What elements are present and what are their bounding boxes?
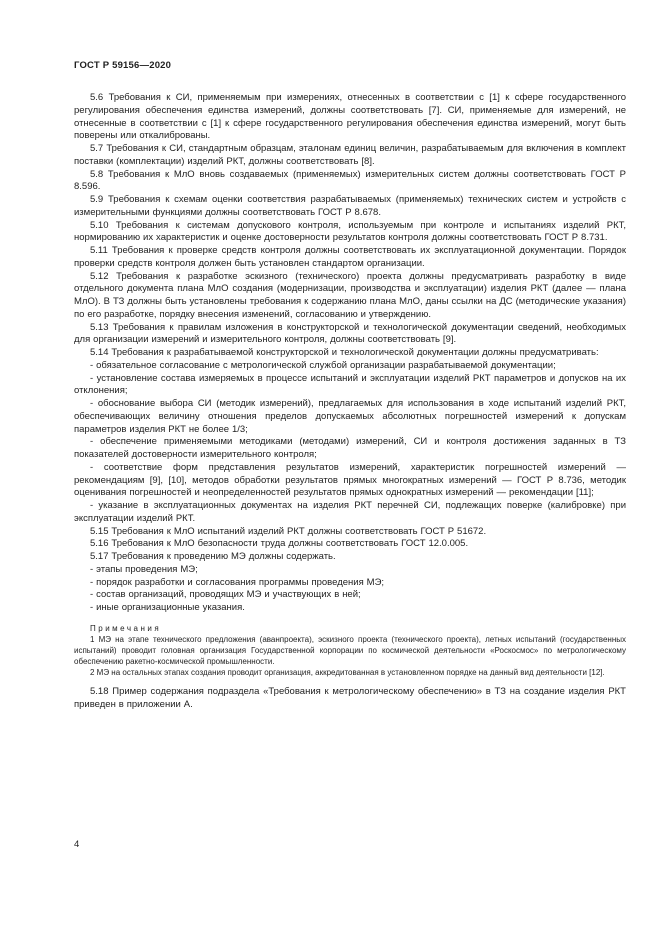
paragraph: - состав организаций, проводящих МЭ и участвующих в ней; [90, 589, 361, 601]
paragraph: - указание в эксплуатационных документах на изделия РКТ перечней СИ, подлежащих поверке (калибровке) при эксплуатации изделий РКТ. [74, 500, 626, 524]
document-content [74, 60, 626, 712]
paragraph: - установление состава измеряемых в процессе испытаний и эксплуатации изделий РКТ параметров и допусков на их отклонения; [74, 372, 626, 397]
paragraph: 5.9 Требования к схемам оценки соответствия разрабатываемых (применяемых) технических систем и устройств с измерительными функциями должны соответствовать ГОСТ Р 8.678. [74, 194, 626, 218]
paragraph: 5.7 Требования к СИ, стандартным образцам, эталонам единиц величин, разрабатываемым для включения в комплект поставки (комплектации) изделий РКТ, должны соответствовать [8]. [74, 143, 626, 167]
paragraph: - обязательное согласование с метрологической службой организации разрабатываемой документации; [90, 359, 556, 371]
paragraph: 5.17 Требования к проведению МЭ должны содержать. [90, 551, 336, 562]
paragraph: - соответствие форм представления результатов измерений, характеристик погрешностей измерений — рекомендациям [9], [10], методов обработки результатов прямых многократных измерений — ГОСТ Р 8.736, методик оценивания погрешностей и неопределенностей результатов прямых однократных измерений — рекомендации [11]; [74, 461, 626, 499]
paragraph: 5.11 Требования к проверке средств контроля должны соответствовать их эксплуатационной документации. Порядок проверки средств контроля должен быть установлен стандартом организации. [74, 245, 626, 269]
paragraph: - обеспечение применяемыми методиками (методами) измерений, СИ и контроля достижения заданных в ТЗ показателей достоверности измерительного контроля; [74, 436, 626, 460]
paragraph: 5.14 Требования к разрабатываемой конструкторской и технологической документации должны предусматривать: [90, 347, 599, 358]
paragraph: 5.8 Требования к МлО вновь создаваемых (применяемых) измерительных систем должны соответствовать ГОСТ Р 8.596. [74, 168, 626, 193]
paragraph: 5.13 Требования к правилам изложения в конструкторской и технологической документации сведений, необходимых для организации измерений и измерительного контроля, должны соответствовать [9]. [74, 321, 626, 346]
paragraph: - обоснование выбора СИ (методик измерений), предлагаемых для использования в ходе испытаний изделий РКТ, обеспечивающих величину отношения пределов допускаемых абсолютных погрешностей измерений к допускам параметров изделия РКТ не более 1/3; [74, 398, 626, 435]
paragraph: 5.6 Требования к СИ, применяемым при измерениях, отнесенных в соответствии с [1] к сфере государственного регулирования обеспечения единства измерений, должны соответствовать [7]. СИ, применяемые для измерений, не отнесенные в соответствии с [1] к сфере государственного регулирования обеспечения единства измерений, могут быть поверены или откалиброваны. [74, 92, 626, 142]
paragraph: - этапы проведения МЭ; [90, 563, 198, 575]
paragraph: 5.18 Пример содержания подраздела «Требования к метрологическому обеспечению» в ТЗ на создание изделия РКТ приведен в приложении А. [74, 686, 626, 711]
paragraph: 5.15 Требования к МлО испытаний изделий РКТ должны соответствовать ГОСТ Р 51672. [90, 525, 487, 537]
document-body [74, 92, 626, 712]
paragraph: 5.10 Требования к системам допускового контроля, используемым при контроле и испытаниях изделий РКТ, нормированию их характеристик и оценке достоверности результатов контроля должны соответствовать ГОСТ Р 8.731. [74, 219, 626, 244]
note-paragraph: 1 МЭ на этапе технического предложения (аванпроекта), эскизного проекта (технического проекта), летных испытаний (государственных испытаний) проводит головная организация Государственной корпорации по космической деятельности «Роскосмос» по метрологическому обеспечению ракетно-космической промышленности. [74, 635, 626, 666]
paragraph: - иные организационные указания. [90, 602, 245, 613]
document-header: ГОСТ Р 59156—2020 [74, 60, 172, 71]
paragraph: 5.12 Требования к разработке эскизного (технического) проекта должны предусматривать разработку в виде отдельного документа плана МлО создания (модернизации, производства и эксплуатации) изделия РКТ (далее — плана МлО). В ТЗ должны быть установлены требования к содержанию плана МлО, даны ссылки на ДС (методические указания) по его разработке, порядку внесения изменений, согласованию и утверждению. [74, 270, 626, 320]
note-paragraph: 2 МЭ на остальных этапах создания проводит организация, аккредитованная в установленном порядке на данный вид деятельности [12]. [90, 667, 605, 677]
page-number: 4 [74, 839, 80, 850]
paragraph: 5.16 Требования к МлО безопасности труда должны соответствовать ГОСТ 12.0.005. [90, 538, 469, 550]
paragraph: - порядок разработки и согласования программы проведения МЭ; [90, 576, 385, 588]
note-paragraph: Примечания [90, 623, 162, 633]
